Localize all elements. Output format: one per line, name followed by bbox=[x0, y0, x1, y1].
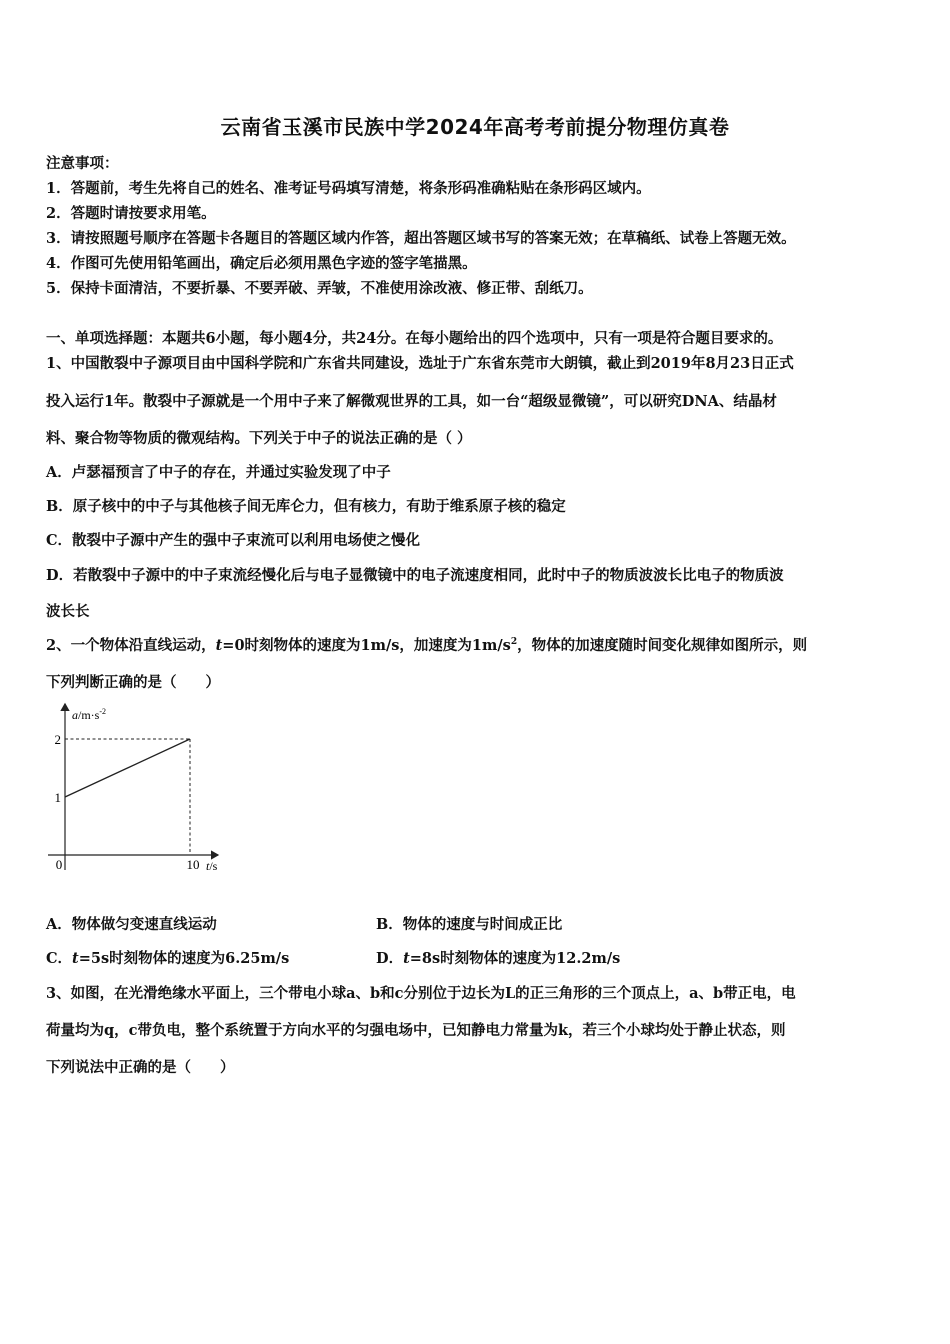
question-3-line: 荷量均为q，c带负电，整个系统置于方向水平的匀强电场中，已知静电力常量为k，若三个小球均处于静止状态，则 bbox=[46, 1022, 786, 1039]
y-tick-label: 2 bbox=[54, 732, 61, 747]
question-2-option-a: A．物体做匀变速直线运动 bbox=[46, 916, 217, 933]
question-1-line: 投入运行1年。散裂中子源就是一个用中子来了解微观世界的工具，如一台“超级显微镜”，可以研究DNA、结晶材 bbox=[46, 393, 777, 410]
notice-item: 2．答题时请按要求用笔。 bbox=[46, 205, 216, 222]
x-tick-label: 0 bbox=[55, 857, 63, 872]
y-axis-label: $a/m\cdot s^{-2}$ bbox=[72, 707, 107, 722]
question-2-line-1: 2、一个物体沿直线运动，t=0时刻物体的速度为1m/s，加速度为$1m/s^2$，物体的加速度随时间变化规律如图所示，则 bbox=[46, 637, 808, 654]
question-2-option-d: D．t=8s时刻物体的速度为12.2m/s bbox=[376, 950, 621, 967]
notice-item: 4．作图可先使用铅笔画出，确定后必须用黑色字迹的签字笔描黑。 bbox=[46, 255, 477, 272]
notice-heading: 注意事项： bbox=[46, 155, 119, 172]
x-tick-label: 10 bbox=[186, 857, 200, 872]
series-line bbox=[65, 739, 190, 797]
x-axis-label: t/s bbox=[206, 859, 218, 873]
question-3-line: 3、如图，在光滑绝缘水平面上，三个带电小球a、b和c分别位于边长为L的正三角形的三个顶点上，a、b带正电，电 bbox=[46, 985, 796, 1002]
question-1-option-a: A．卢瑟福预言了中子的存在，并通过实验发现了中子 bbox=[46, 464, 391, 481]
section-heading: 一、单项选择题：本题共6小题，每小题4分，共24分。在每小题给出的四个选项中，只有一项是符合题目要求的。 bbox=[46, 330, 783, 347]
question-1-option-b: B．原子核中的中子与其他核子间无库仑力，但有核力，有助于维系原子核的稳定 bbox=[46, 498, 566, 515]
notice-item: 5．保持卡面清洁，不要折暴、不要弄破、弄皱，不准使用涂改液、修正带、刮纸刀。 bbox=[46, 280, 593, 297]
question-2-option-b: B．物体的速度与时间成正比 bbox=[376, 916, 563, 933]
question-2-option-c: C．t=5s时刻物体的速度为6.25m/s bbox=[46, 950, 290, 967]
notice-item: 3．请按照题号顺序在答题卡各题目的答题区域内作答，超出答题区域书写的答案无效；在草稿纸、试卷上答题无效。 bbox=[46, 230, 796, 247]
question-3-line: 下列说法中正确的是（ ） bbox=[46, 1059, 235, 1076]
y-tick-label: 1 bbox=[54, 790, 61, 805]
question-1-option-d: D．若散裂中子源中的中子束流经慢化后与电子显微镜中的电子流速度相同，此时中子的物质波波长比电子的物质波 bbox=[46, 567, 784, 584]
question-1-option-c: C．散裂中子源中产生的强中子束流可以利用电场使之慢化 bbox=[46, 532, 421, 549]
page-title: 云南省玉溪市民族中学2024年高考考前提分物理仿真卷 bbox=[220, 115, 730, 139]
acceleration-time-graph bbox=[40, 700, 240, 880]
question-1-line: 料、聚合物等物质的微观结构。下列关于中子的说法正确的是（ ） bbox=[46, 430, 472, 447]
notice-item: 1．答题前，考生先将自己的姓名、准考证号码填写清楚，将条形码准确粘贴在条形码区域内。 bbox=[46, 180, 651, 197]
question-1-line: 1、中国散裂中子源项目由中国科学院和广东省共同建设，选址于广东省东莞市大朗镇，截止到2019年8月23日正式 bbox=[46, 355, 794, 372]
question-2-line-2: 下列判断正确的是（ ） bbox=[46, 674, 220, 691]
question-1-option-d-cont: 波长长 bbox=[46, 603, 90, 620]
